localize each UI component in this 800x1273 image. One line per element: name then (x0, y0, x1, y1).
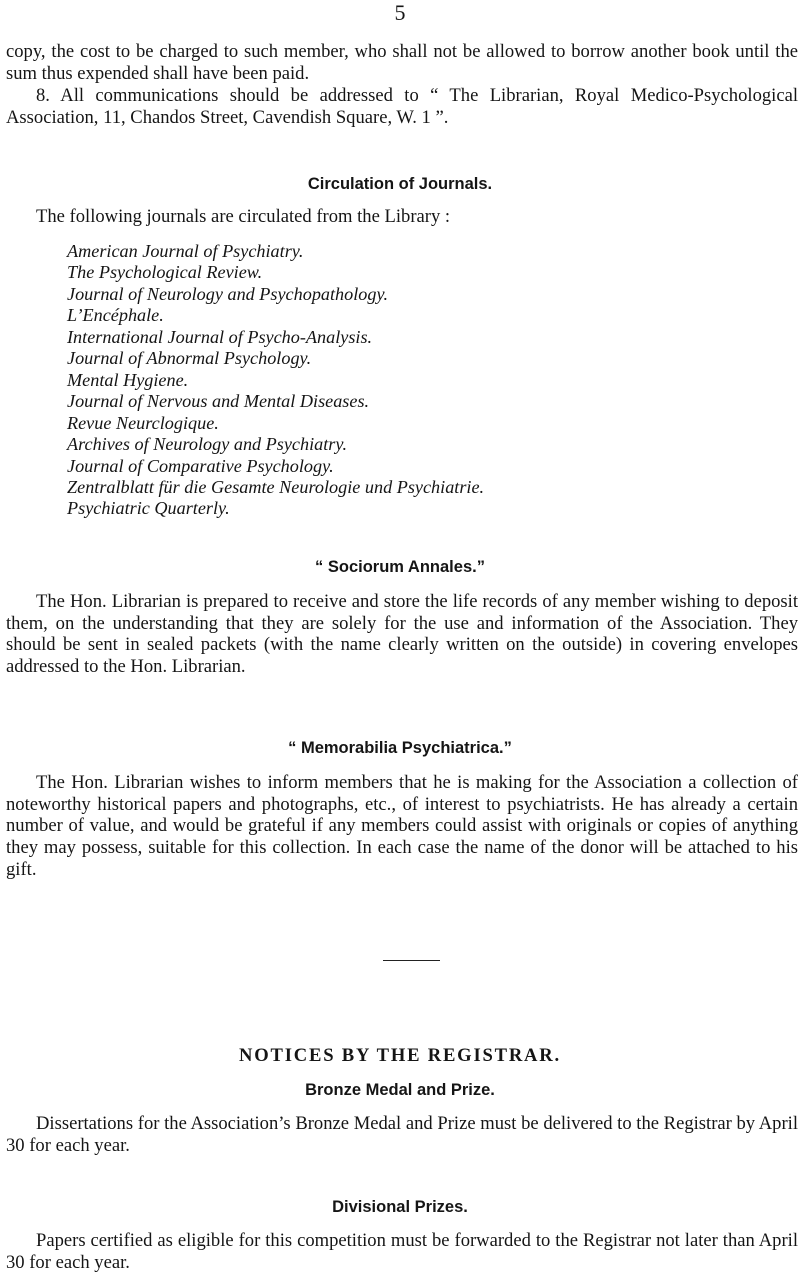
journal-list (67, 241, 484, 520)
divisional-prizes-heading: Divisional Prizes. (332, 1198, 468, 1216)
rule-8-paragraph: 8. All communications should be addressed to “ The Librarian, Royal Medico-Psychological Association, 11, Chandos Street, Cavendish Square, W. 1 ”. (6, 85, 798, 128)
journal-item: Psychiatric Quarterly. (67, 498, 230, 519)
journal-item: L’Encéphale. (67, 305, 164, 326)
journal-item: Journal of Abnormal Psychology. (67, 348, 312, 369)
journal-item: Archives of Neurology and Psychiatry. (67, 434, 347, 455)
sociorum-paragraph: The Hon. Librarian is prepared to receive and store the life records of any member wishing to deposit them, on the understanding that they are solely for the use and information of the Association. They should be sent in sealed packets (with the name clearly written on the outside) in covering envelopes addressed to the Hon. Librarian. (6, 591, 798, 678)
journal-item: Zentralblatt für die Gesamte Neurologie und Psychiatrie. (67, 476, 485, 497)
journal-item: Mental Hygiene. (67, 369, 189, 390)
registrar-section-title: NOTICES BY THE REGISTRAR. (239, 1045, 561, 1066)
memorabilia-paragraph: The Hon. Librarian wishes to inform members that he is making for the Association a collection of noteworthy historical papers and photographs, etc., of interest to psychiatrists. He has already a certain number of value, and would be grateful if any members could assist with originals or copies of anything they may possess, suitable for this collection. In each case the name of the donor will be attached to his gift. (6, 772, 798, 880)
sociorum-heading: “ Sociorum Annales.” (315, 558, 485, 576)
journal-item: Revue Neurclogique. (67, 412, 219, 433)
journal-item: The Psychological Review. (67, 262, 263, 283)
rules-continuation-paragraph: copy, the cost to be charged to such member, who shall not be allowed to borrow another book until the sum thus expended shall have been paid. (6, 41, 798, 84)
bronze-medal-paragraph: Dissertations for the Association’s Bronze Medal and Prize must be delivered to the Registrar by April 30 for each year. (6, 1113, 798, 1156)
page-number: 5 (394, 0, 406, 25)
journal-item: Journal of Comparative Psychology. (67, 455, 334, 476)
circulation-heading: Circulation of Journals. (307, 175, 493, 193)
journal-item: Journal of Nervous and Mental Diseases. (67, 391, 370, 412)
section-divider (383, 960, 440, 961)
memorabilia-heading: “ Memorabilia Psychiatrica.” (288, 739, 512, 757)
journal-item: Journal of Neurology and Psychopathology. (67, 283, 389, 304)
circulation-intro: The following journals are circulated from the Library : (36, 206, 451, 227)
journal-item: International Journal of Psycho-Analysis. (67, 326, 373, 347)
bronze-medal-heading: Bronze Medal and Prize. (305, 1081, 495, 1099)
journal-item: American Journal of Psychiatry. (67, 241, 304, 261)
divisional-prizes-paragraph: Papers certified as eligible for this competition must be forwarded to the Registrar not later than April 30 for each year. (6, 1230, 798, 1273)
